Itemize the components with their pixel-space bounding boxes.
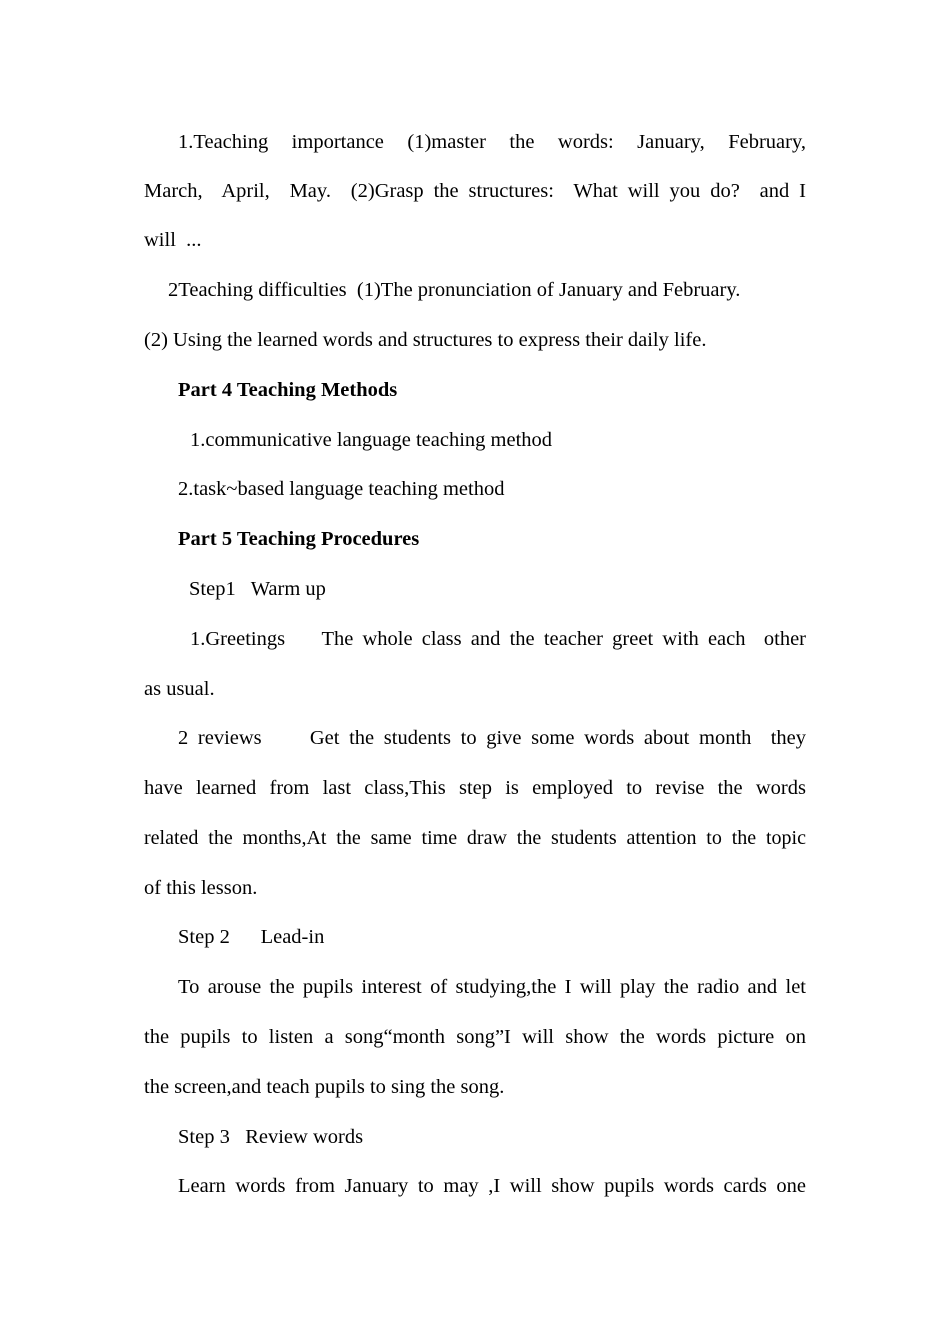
reviews-line-2: have learned from last class,This step is employed to revise the words: [144, 777, 806, 799]
teaching-difficulties-line-2: (2) Using the learned words and structures to express their daily life.: [144, 329, 707, 351]
method-item-2: 2.task~based language teaching method: [178, 478, 505, 500]
teaching-difficulties-line-1: 2Teaching difficulties (1)The pronunciation of January and February.: [168, 279, 741, 301]
greetings-line-2: as usual.: [144, 678, 215, 700]
lead-in-line-1: To arouse the pupils interest of studying,the I will play the radio and let: [178, 976, 806, 998]
section-heading-teaching-procedures: Part 5 Teaching Procedures: [178, 528, 420, 550]
lead-in-line-2: the pupils to listen a song“month song”I will show the words picture on: [144, 1026, 806, 1048]
step-1-heading: Step1 Warm up: [189, 578, 326, 600]
teaching-importance-line-3: will ...: [144, 229, 202, 251]
reviews-line-3: related the months,At the same time draw the students attention to the topic: [144, 827, 806, 849]
reviews-line-1: 2 reviews Get the students to give some words about month they: [178, 727, 806, 749]
teaching-importance-line-1: 1.Teaching importance (1)master the words: January, February,: [178, 131, 806, 153]
teaching-importance-line-2: March, April, May. (2)Grasp the structures: What will you do? and I: [144, 180, 806, 202]
step-2-heading: Step 2 Lead-in: [178, 926, 325, 948]
greetings-line-1: 1.Greetings The whole class and the teacher greet with each other: [190, 628, 806, 650]
method-item-1: 1.communicative language teaching method: [190, 429, 553, 451]
review-words-line-1: Learn words from January to may ,I will show pupils words cards one: [178, 1175, 806, 1197]
lead-in-line-3: the screen,and teach pupils to sing the song.: [144, 1076, 505, 1098]
step-3-heading: Step 3 Review words: [178, 1126, 364, 1148]
reviews-line-4: of this lesson.: [144, 877, 258, 899]
section-heading-teaching-methods: Part 4 Teaching Methods: [178, 379, 398, 401]
